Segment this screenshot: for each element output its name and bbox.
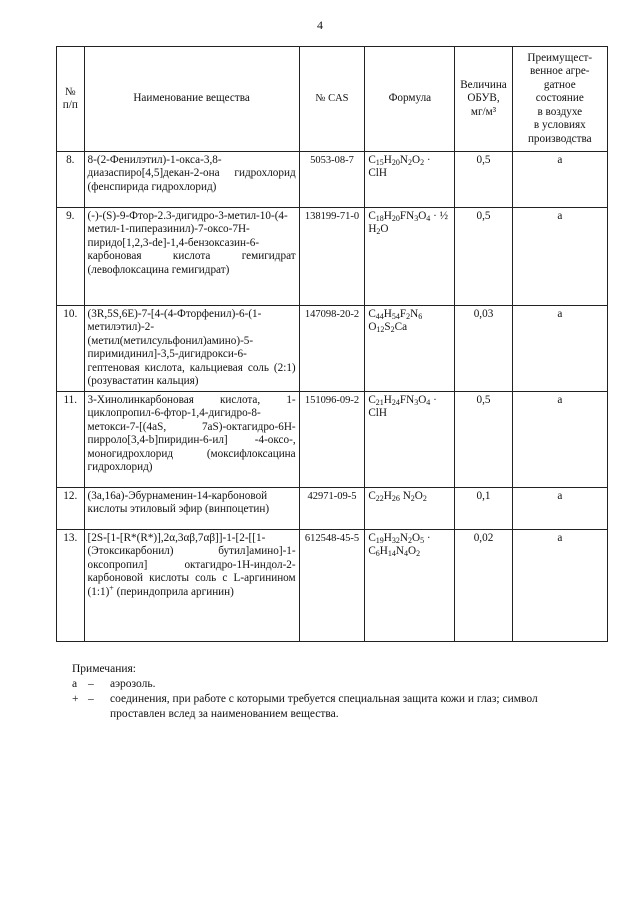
header-state: Преимущест- венное агре- gатное состояние в воздухе в условиях производства (512, 47, 607, 152)
notes-title: Примечания: (72, 663, 136, 675)
chemical-formula: $C_{15}H_{20}N_2O_2$ · ClH (365, 152, 455, 208)
note-text: соединения, при работе с которыми требуется специальная защита кожи и глаз; символ проставлен вслед за наименованием вещества. (110, 693, 538, 720)
substance-name: 3-Хинолинкарбоновая кислота, 1-циклопропил-6-фтор-1,4-дигидро-8-метокси-7-[(4aS, 7aS)-октагидро-6Н-пирроло[3,4-b]пиридин-6-ил] -4-оксо-, моногидрохлорид (моксифлоксацина гидрохлорид) (84, 392, 299, 488)
row-number: 9. (57, 208, 85, 306)
aggregate-state: а (512, 152, 607, 208)
aggregate-state: а (512, 392, 607, 488)
table-row (57, 530, 608, 642)
row-number: 13. (57, 530, 85, 642)
cas-number: 138199-71-0 (299, 208, 365, 306)
cas-number: 5053-08-7 (299, 152, 365, 208)
obuv-value: 0,1 (455, 488, 512, 530)
substance-name: (3R,5S,6E)-7-[4-(4-Фторфенил)-6-(1-метилэтил)-2-(метил(метилсульфонил)амино)-5-пиримидинил]-3,5-дигидрокси-6-гептеновая кислота, кальциевая соль (2:1) (розувастатин кальция) (84, 306, 299, 392)
obuv-value: 0,5 (455, 152, 512, 208)
row-number: 12. (57, 488, 85, 530)
substance-name: (3a,16a)-Эбурнаменин-14-карбоновой кислоты этиловый эфир (винпоцетин) (84, 488, 299, 530)
cas-number: 147098-20-2 (299, 306, 365, 392)
table-header-row (57, 47, 608, 152)
note-mark: + (72, 693, 79, 705)
row-number: 10. (57, 306, 85, 392)
header-name: Наименование вещества (84, 47, 299, 152)
aggregate-state: а (512, 208, 607, 306)
note-text: аэрозоль. (110, 678, 156, 690)
header-obuv: Величина ОБУВ, мг/м³ (455, 47, 512, 152)
page-number: 4 (317, 18, 323, 32)
row-number: 8. (57, 152, 85, 208)
header-cas: № CAS (299, 47, 365, 152)
table-row (57, 208, 608, 306)
aggregate-state: а (512, 488, 607, 530)
substances-table (56, 46, 608, 642)
chemical-formula: $C_{18}H_{20}FN_3O_4$ · ½ $H_2O$ (365, 208, 455, 306)
cas-number: 612548-45-5 (299, 530, 365, 642)
header-formula: Формула (365, 47, 455, 152)
table-row (57, 392, 608, 488)
table-row (57, 488, 608, 530)
cas-number: 151096-09-2 (299, 392, 365, 488)
substance-name: (-)-(S)-9-Фтор-2.3-дигидро-3-метил-10-(4-метил-1-пиперазинил)-7-оксо-7Н-пиридо[1,2,3-de]-1,4-бензоксазин-6-карбоновая кислота гемигидрат (левофлоксацина гемигидрат) (84, 208, 299, 306)
obuv-value: 0,5 (455, 392, 512, 488)
note-item (72, 692, 572, 722)
aggregate-state: а (512, 306, 607, 392)
chemical-formula: $C_{19}H_{32}N_2O_5 \cdot C_6H_{14}N_4O_2$ (365, 530, 455, 642)
table-row (57, 306, 608, 392)
obuv-value: 0,03 (455, 306, 512, 392)
row-number: 11. (57, 392, 85, 488)
chemical-formula: $C_{21}H_{24}FN_3O_4$ · ClH (365, 392, 455, 488)
note-mark: а (72, 678, 78, 690)
table-row (57, 152, 608, 208)
note-dash: – (88, 678, 94, 690)
note-item (72, 677, 572, 692)
cas-number: 42971-09-5 (299, 488, 365, 530)
obuv-value: 0,5 (455, 208, 512, 306)
note-dash: – (88, 693, 94, 705)
header-no: № п/п (57, 47, 85, 152)
substance-name: [2S-[1-[R*(R*)],2α,3αβ,7αβ]]-1-[2-[[1-(Этоксикарбонил) бутил]амино]-1-оксопропил] октагидро-1Н-индол-2-карбоновой кислоты соль с L-аргинином (1:1)+ (периндоприла аргинин) (84, 530, 299, 642)
chemical-formula: $C_{44}H_{54}F_2N_6$ $O_{12}S_2Ca$ (365, 306, 455, 392)
notes (72, 662, 572, 722)
obuv-value: 0,02 (455, 530, 512, 642)
aggregate-state: а (512, 530, 607, 642)
substance-name: 8-(2-Фенилэтил)-1-окса-3,8-диазаспиро[4,5]декан-2-она гидрохлорид (фенспирида гидрохлорид) (84, 152, 299, 208)
chemical-formula: $C_{22}H_{26}$ $N_2O_2$ (365, 488, 455, 530)
